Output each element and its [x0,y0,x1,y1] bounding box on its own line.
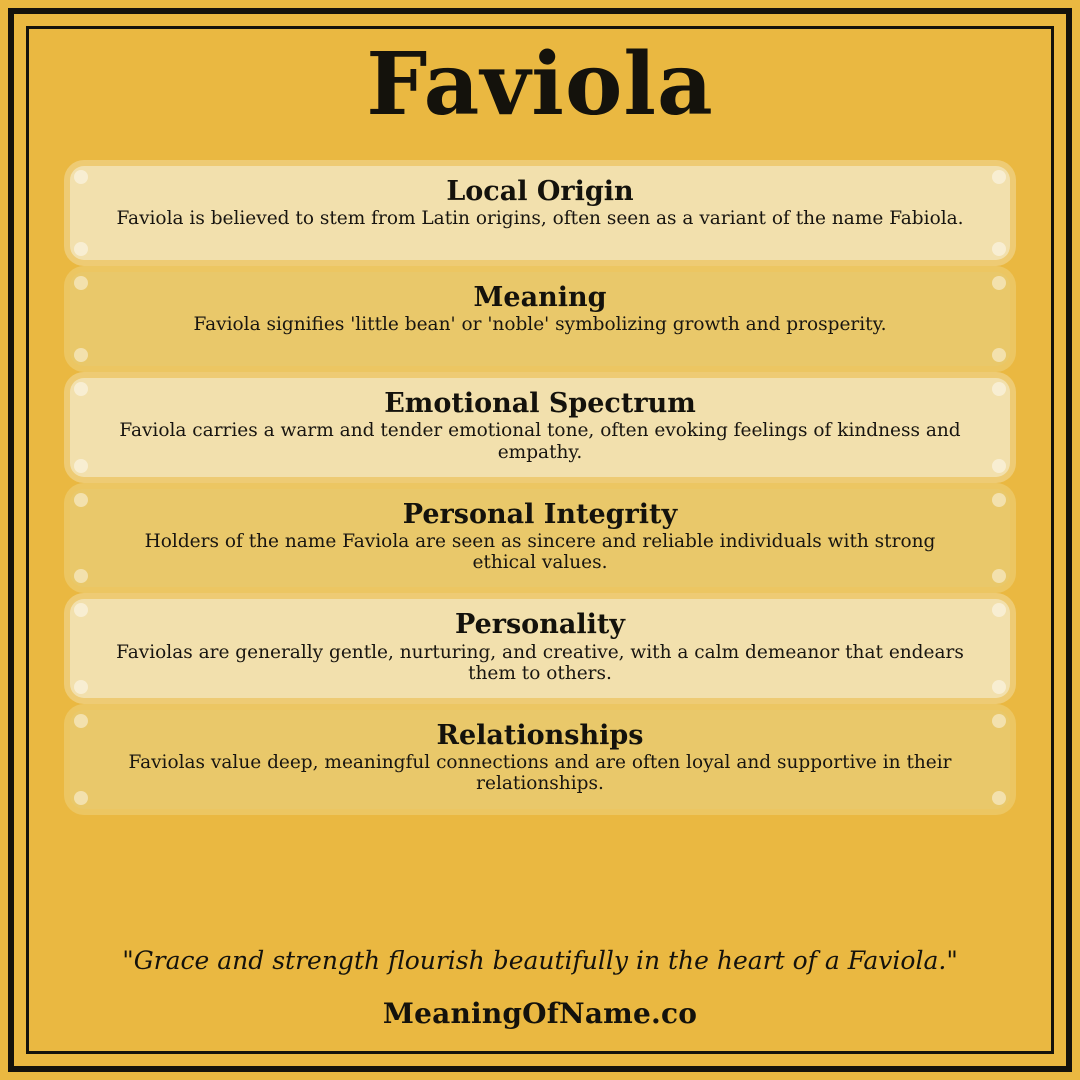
corner-dot-icon [74,714,88,728]
corner-dot-icon [74,382,88,396]
corner-dot-icon [992,569,1006,583]
corner-dot-icon [992,276,1006,290]
corner-dot-icon [74,348,88,362]
corner-dot-icon [74,242,88,256]
card-body: Faviola carries a warm and tender emotional tone, often evoking feelings of kindness and empathy. [119,420,961,463]
corner-dot-icon [74,170,88,184]
corner-dot-icon [992,242,1006,256]
quote-open-mark: " [122,946,134,975]
card-body: Faviolas value deep, meaningful connections and are often loyal and supportive in their relationships. [128,752,952,795]
card-title: Local Origin [446,176,634,208]
corner-dot-icon [992,459,1006,473]
card-body: Faviola signifies 'little bean' or 'noble' symbolizing growth and prosperity. [193,314,887,336]
corner-dot-icon [74,791,88,805]
info-card-local-origin [70,166,1010,260]
corner-dot-icon [992,714,1006,728]
info-card-meaning [70,272,1010,366]
card-body: Holders of the name Faviola are seen as sincere and reliable individuals with strong ethical values. [144,530,936,574]
info-card-relationships [70,710,1010,809]
corner-dot-icon [992,348,1006,362]
info-card-list [40,166,1040,808]
corner-dot-icon [74,276,88,290]
corner-dot-icon [74,493,88,507]
card-title: Personal Integrity [402,498,678,530]
card-body: Faviolas are generally gentle, nurturing, and creative, with a calm demeanor that endears them to others. [116,641,964,684]
brand-name: MeaningOfName.co [382,997,698,1030]
corner-dot-icon [992,170,1006,184]
corner-dot-icon [992,603,1006,617]
quote-text: Grace and strength flourish beautifully in the heart of a Faviola. [133,946,947,975]
poster-footer [40,946,1040,1046]
quote-close-mark: " [946,946,958,975]
corner-dot-icon [992,493,1006,507]
page-title: Faviola [366,34,714,135]
card-title: Personality [455,609,625,641]
poster-content [40,34,1040,1046]
corner-dot-icon [74,459,88,473]
corner-dot-icon [74,603,88,617]
info-card-emotional-spectrum [70,378,1010,477]
info-card-personal-integrity [70,489,1010,588]
corner-dot-icon [992,382,1006,396]
info-card-personality [70,599,1010,698]
card-title: Emotional Spectrum [384,388,696,420]
tagline-quote [40,946,1040,975]
corner-dot-icon [74,569,88,583]
corner-dot-icon [74,680,88,694]
card-title: Relationships [436,720,644,752]
card-body: Faviola is believed to stem from Latin origins, often seen as a variant of the name Fabiola. [116,208,964,230]
card-title: Meaning [473,282,607,314]
corner-dot-icon [992,791,1006,805]
corner-dot-icon [992,680,1006,694]
